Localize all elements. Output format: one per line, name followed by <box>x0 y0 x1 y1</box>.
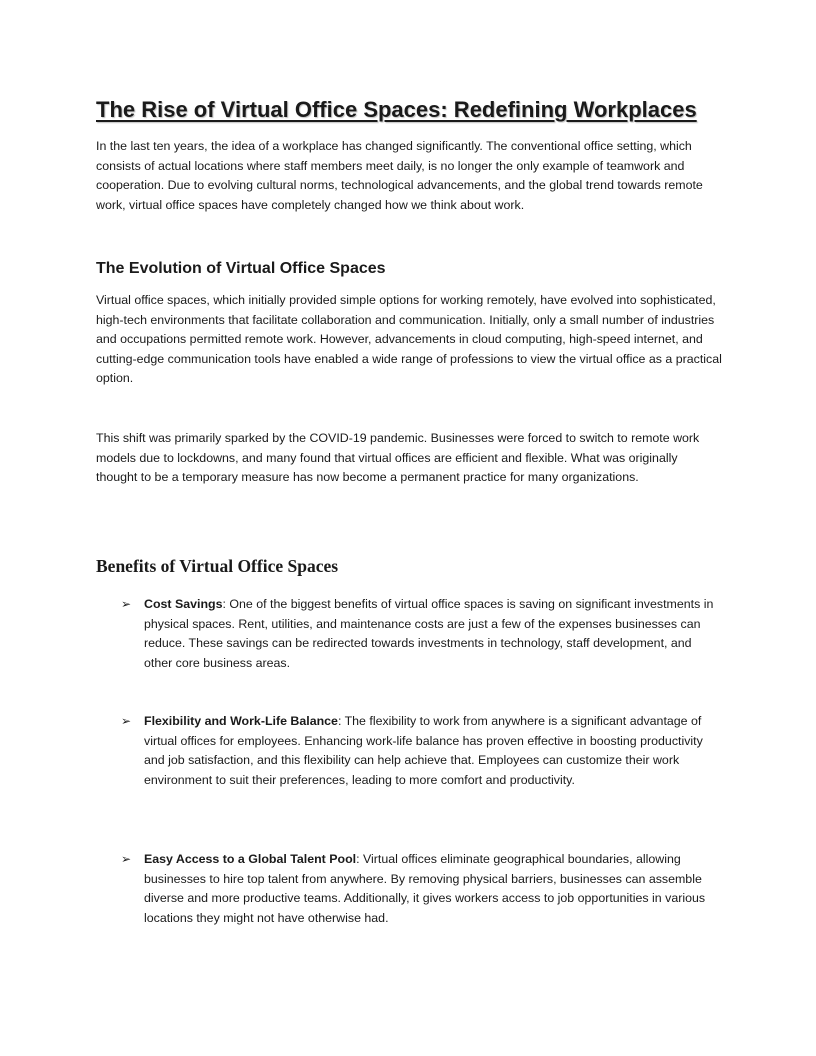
arrow-bullet-icon: ➢ <box>121 852 132 866</box>
benefit-item <box>121 850 721 928</box>
benefits-heading: Benefits of Virtual Office Spaces <box>96 556 339 576</box>
arrow-bullet-icon: ➢ <box>121 597 132 611</box>
benefit-item <box>121 595 721 673</box>
benefit-description: : Virtual offices eliminate geographical boundaries, allowing businesses to hire top talent from anywhere. By removing physical barriers, businesses can assemble diverse and more productive teams. Additionally, it gives workers access to job opportunities in various locations they might not have otherwise had. <box>144 852 706 925</box>
benefit-term: Cost Savings <box>144 597 223 611</box>
evolution-heading: The Evolution of Virtual Office Spaces <box>96 260 386 277</box>
benefit-description: : The flexibility to work from anywhere is a significant advantage of virtual offices for employees. Enhancing work-life balance has proven effective in boosting productivity and job satisfaction, and this flexibility can help achieve that. Employees can customize their work environment to suit their preferences, leading to more comfort and productivity. <box>144 714 703 787</box>
benefit-text <box>144 712 721 790</box>
benefit-text <box>144 850 721 928</box>
benefit-term: Flexibility and Work-Life Balance <box>144 714 338 728</box>
evolution-paragraph-1: Virtual office spaces, which initially provided simple options for working remotely, have evolved into sophisticated, high-tech environments that facilitate collaboration and communication. Initially, only a small number of industries and occupations permitted remote work. However, advancements in cloud computing, high-speed internet, and cutting-edge communication tools have enabled a wide range of professions to view the virtual office as a practical option. <box>96 293 722 385</box>
arrow-bullet-icon: ➢ <box>121 714 132 728</box>
evolution-paragraph-2: This shift was primarily sparked by the COVID-19 pandemic. Businesses were forced to switch to remote work models due to lockdowns, and many found that virtual offices are efficient and flexible. What was originally thought to be a temporary measure has now become a permanent practice for many organizations. <box>96 431 700 484</box>
benefit-text <box>144 595 721 673</box>
benefit-item <box>121 712 721 790</box>
document-title: The Rise of Virtual Office Spaces: Redefining Workplaces <box>96 97 697 122</box>
intro-paragraph: In the last ten years, the idea of a workplace has changed significantly. The conventional office setting, which consists of actual locations where staff members meet daily, is no longer the only example of teamwork and cooperation. Due to evolving cultural norms, technological advancements, and the global trend towards remote work, virtual office spaces have completely changed how we think about work. <box>96 139 703 212</box>
benefit-description: : One of the biggest benefits of virtual office spaces is saving on significant investments in physical spaces. Rent, utilities, and maintenance costs are just a few of the expenses businesses can reduce. These savings can be redirected towards investments in technology, staff development, and other core business areas. <box>144 597 714 670</box>
benefit-term: Easy Access to a Global Talent Pool <box>144 852 357 866</box>
